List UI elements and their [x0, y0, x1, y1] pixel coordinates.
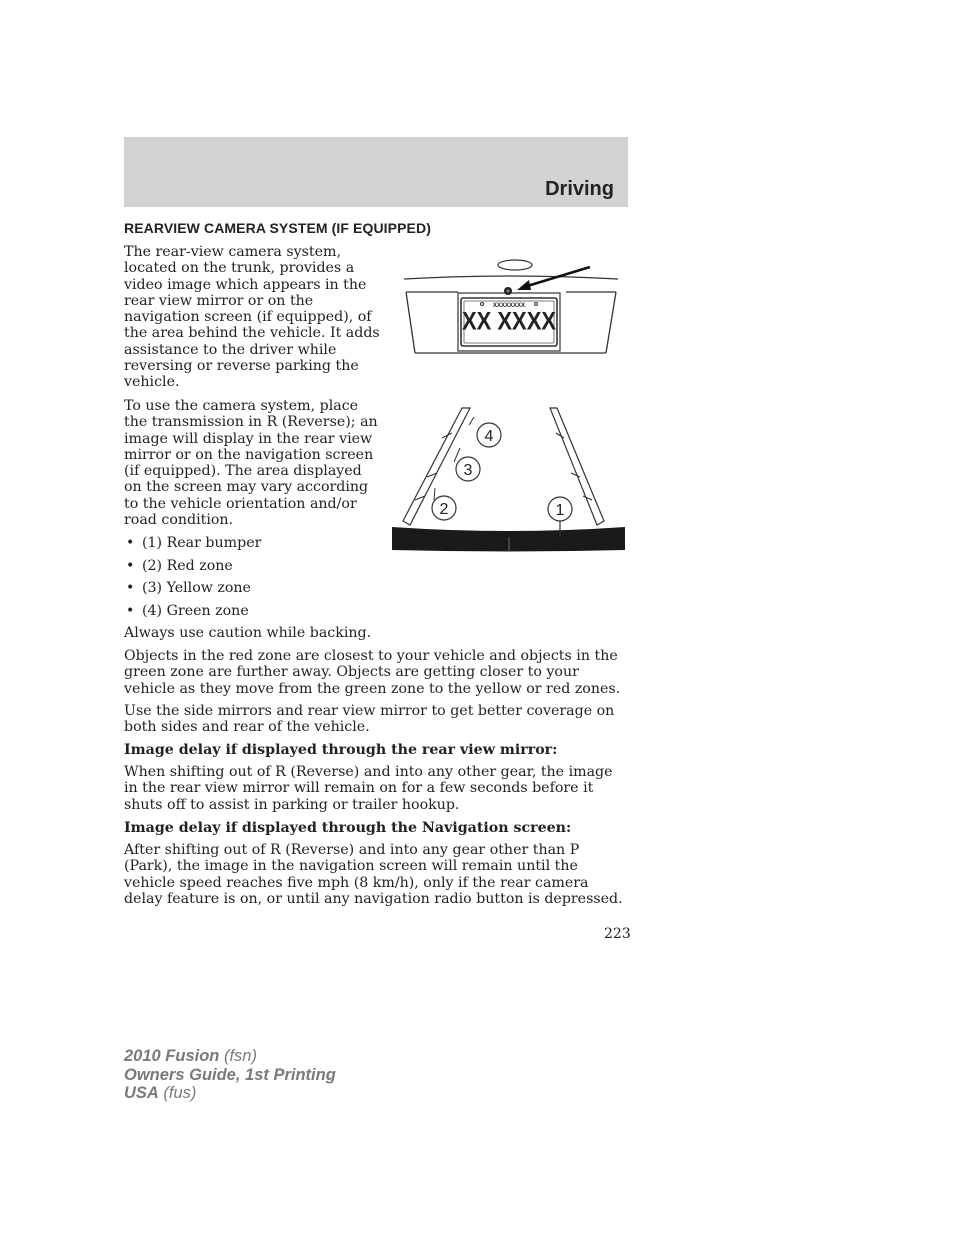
callout-1-label: 1: [555, 502, 565, 519]
bullet-marker: •: [126, 557, 135, 574]
list-item-text: (1) Rear bumper: [142, 535, 262, 551]
list-item: [124, 603, 261, 626]
plate-number-text: XX XXXX: [461, 308, 557, 337]
list-item-text: (4) Green zone: [142, 603, 249, 620]
intro-paragraph: The rear-view camera system, located on the trunk, provides a video image which appears in the rear view mirror or on the navigation screen (if equipped), of the area behind the vehicle. It adds assistance to the driver while reversing or reverse parking the vehicle.: [124, 244, 380, 391]
nav-delay-subheading: Image delay if displayed through the Navigation screen:: [124, 820, 572, 836]
list-item-text: (2) Red zone: [142, 557, 233, 574]
list-item-text: (3) Yellow zone: [142, 580, 251, 597]
trunk-lid-line: [404, 276, 618, 279]
camera-zones-illustration: [390, 405, 628, 555]
section-header-band: [124, 137, 628, 207]
list-item: [124, 558, 261, 581]
footer-model: 2010 Fusion: [124, 1047, 220, 1065]
footer-imprint: [124, 1047, 336, 1103]
usage-paragraph: To use the camera system, place the transmission in R (Reverse); an image will display in the rear view mirror or on the navigation screen (if equipped). The area displayed on the screen may vary according to the vehicle orientation and/or road condition.: [124, 398, 378, 529]
caution-paragraph: Always use caution while backing.: [124, 625, 372, 641]
footer-market-code: (fus): [158, 1084, 197, 1102]
zones-paragraph: Objects in the red zone are closest to your vehicle and objects in the green zone are further away. Objects are getting closer to your vehicle as they move from the green zone to the yellow or red zones.: [124, 648, 621, 697]
list-item: [124, 580, 261, 603]
page-number: 223: [604, 926, 631, 942]
callout-3-label: 3: [463, 462, 473, 479]
section-heading: REARVIEW CAMERA SYSTEM (IF EQUIPPED): [124, 220, 431, 236]
bullet-marker: •: [126, 580, 135, 597]
mirror-delay-subheading: Image delay if displayed through the rear view mirror:: [124, 742, 558, 758]
bullet-marker: •: [126, 535, 135, 551]
footer-market: USA: [124, 1084, 159, 1102]
trunk-camera-illustration: [400, 255, 622, 360]
mirror-delay-paragraph: When shifting out of R (Reverse) and into any other gear, the image in the rear view mirror will remain on for a few seconds before it shuts off to assist in parking or trailer hookup.: [124, 764, 613, 813]
list-item: [124, 535, 261, 558]
bullet-marker: •: [126, 603, 135, 620]
nav-delay-paragraph: After shifting out of R (Reverse) and into any gear other than P (Park), the image in the navigation screen will remain until the vehicle speed reaches five mph (8 km/h), only if the rear camera delay feature is on, or until any navigation radio button is depressed.: [124, 842, 623, 907]
footer-model-code: (fsn): [219, 1047, 257, 1065]
footer-guide: Owners Guide, 1st Printing: [124, 1065, 336, 1084]
plate-top-text: XXXXXXXX: [492, 303, 526, 309]
callout-2-label: 2: [439, 501, 449, 518]
section-title: Driving: [545, 178, 614, 200]
trunk-emblem: [498, 260, 532, 270]
mirrors-paragraph: Use the side mirrors and rear view mirror to get better coverage on both sides and rear of the vehicle.: [124, 703, 615, 736]
zone-legend-list: [124, 535, 261, 626]
callout-4-label: 4: [484, 428, 494, 445]
